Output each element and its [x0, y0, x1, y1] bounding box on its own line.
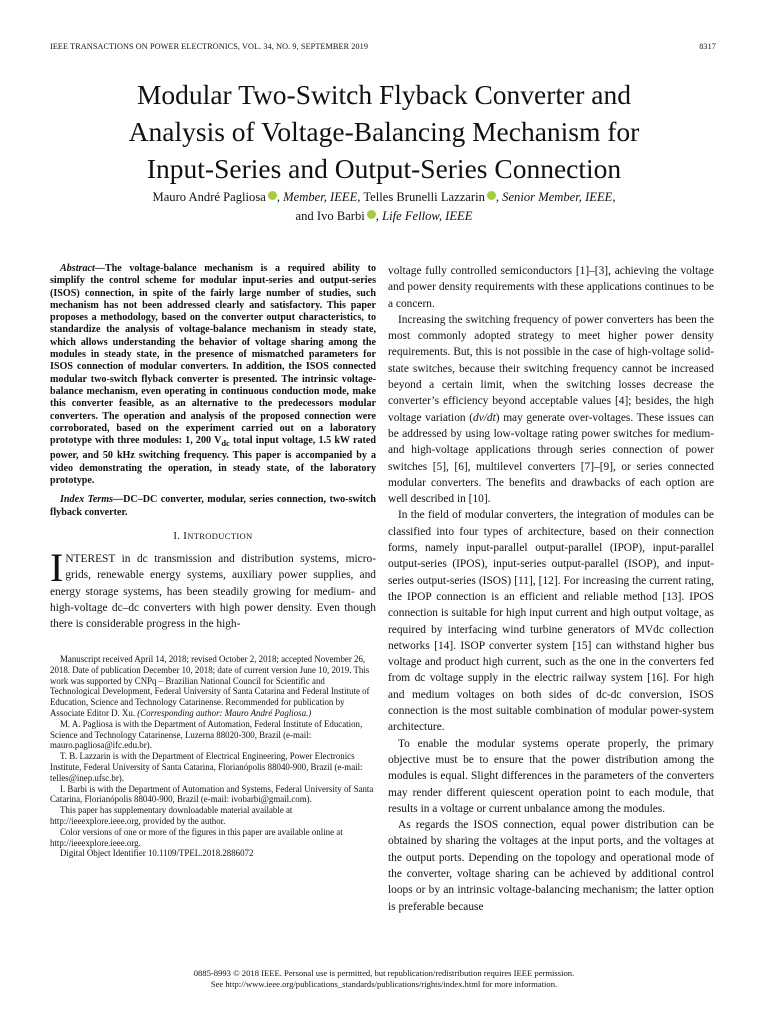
copyright-line-2: See http://www.ieee.org/publications_standards/publications/rights/index.html for more information.: [210, 979, 558, 989]
footnote-manuscript: Manuscript received April 14, 2018; revised October 2, 2018; accepted November 26, 2018. Date of publication December 10, 2018; date of current version June 10, 2019. This work was supported by CNPq – Brazilian National Council for Scientific and Technological Development, Federal University of Santa Catarina and Federal Institute of Education, Science and Technology Catarinense. Recommended for publication by Associate Editor D. Xu. (Corresponding author: Mauro André Pagliosa.): [50, 654, 370, 718]
body-paragraph-3: In the field of modular converters, the integration of modules can be classified into four types of architecture, based on their connection forms, namely input-parallel output-parallel (IPOP), input-parallel output-series (IPOS), input-series output-parallel (ISOP), and input-series output-series (ISOS) [11], [12]. For increasing the current rating, the IPOP connection is an efficient and reliable method [13]. IPOS connection is suitable for high input current and high output voltage, as required by interfacing wind turbine generators of MVdc collection networks [14]. ISOP converter system [15] can withstand higher bus voltage and product high current, such as the one in the converters fed from dc voltage supply in the electric railway system [16]. For high and medium voltages on both sides of dc-dc conversion, ISOS connection is the most suitable combination of modular power-system architecture.: [388, 509, 714, 734]
abstract: [50, 263, 376, 487]
drop-cap: I: [50, 544, 64, 590]
index-terms-text: —DC–DC converter, modular, series connection, two-switch flyback converter.: [50, 494, 376, 518]
index-terms-label: Index Terms: [60, 494, 114, 506]
left-column: [50, 263, 376, 632]
introduction-paragraph: [50, 544, 376, 632]
index-terms: [50, 494, 376, 519]
title-line-3: Input-Series and Output-Series Connection: [146, 153, 622, 184]
orcid-icon[interactable]: [268, 191, 277, 200]
section-heading-introduction: I. INTRODUCTION: [173, 529, 253, 542]
author-role-2: , Senior Member, IEEE,: [495, 190, 616, 204]
author-line-2: [40, 207, 728, 226]
paper-title: [40, 76, 728, 187]
footnote-author-2: T. B. Lazzarin is with the Department of Electrical Engineering, Power Electronics Institute, Federal University of Santa Catarina, Florianópolis 88040-900, Brazil (e-mail: telles@inep.ufsc.br).: [50, 751, 363, 783]
author-name-2: Telles Brunelli Lazzarin: [363, 190, 485, 204]
abstract-subscript: dc: [221, 439, 230, 449]
author-name-3: and Ivo Barbi: [295, 209, 365, 223]
title-line-2: Analysis of Voltage-Balancing Mechanism for: [128, 116, 640, 147]
footnote-corresponding-author: (Corresponding author: Mauro André Pagliosa.): [137, 707, 312, 718]
body-paragraph-4: To enable the modular systems operate properly, the primary objective must be to ensure that the power distribution among the modules is equal. Slight differences in the parameters of the converters may render different quiescent operation point to each module, that results in a voltage or current unbalance among the modules.: [388, 737, 714, 815]
abstract-text: —The voltage-balance mechanism is a required ability to simplify the control scheme for modular input-series and output-series (ISOS) connection, in spite of the fairly large number of studies, such mechanism has not been addressed clearly and satisfactory. This paper proposes a methodology, based on the converter output characteristics, to standardize the analysis of voltage-balance mechanism in steady state, which allows understanding the behavior of voltage sharing among the modules in steady state, in the presence of mismatched parameters for ISOS connection of modular converters. In addition, the ISOS connected modular two-switch flyback converter is presented. The intrinsic voltage-balance mechanism, even operating in continuous conduction mode, make this converter feasible, as an alternative to the predecessors modular converters. The operation and analysis of the proposed connection were corroborated, based on the experiment carried out on a laboratory prototype with three modules: 1, 200 V: [50, 263, 376, 447]
abstract-text-end: total input voltage, 1.5 kW rated power, and 50 kHz switching frequency. This paper is accompanied by a video demonstrating the operation, in steady state, of the laboratory prototype.: [50, 435, 377, 487]
orcid-icon[interactable]: [487, 191, 496, 200]
footnote-author-1: M. A. Pagliosa is with the Department of Automation, Federal Institute of Education, Science and Technology Catarinense, Luzerna 88020-300, Brazil (e-mail: mauro.pagliosa@ifc.edu.br).: [50, 718, 363, 751]
author-role-1: , Member, IEEE,: [276, 190, 361, 204]
footnote-supplementary: This paper has supplementary downloadable material available at http://ieeexplore.ieee.org, provided by the author.: [50, 805, 293, 826]
footnote-doi: Digital Object Identifier 10.1109/TPEL.2018.2886072: [60, 848, 254, 859]
running-header: [50, 42, 716, 51]
author-name-1: Mauro André Pagliosa: [152, 190, 266, 204]
body-paragraph-2: Increasing the switching frequency of power converters has been the most commonly adopted strategy to meet higher power density requirements. But, this is not possible in the case of high-voltage solid-state switches, because their switching frequency cannot be increased beyond a certain limit, when the switching losses decrease the converter’s efficiency beyond acceptable values [4]; besides, the high voltage variation (dv/dt) may generate over-voltages. These issues can be addressed by using low-voltage rating power switches for medium- and high-voltage applications through series connection of power switches [5], [6], multilevel converters [7]–[9], or series connected modular converters. The benefits and drawbacks of each option are well described in [10].: [388, 313, 715, 506]
right-column: [388, 263, 714, 915]
title-line-1: Modular Two-Switch Flyback Converter and: [136, 79, 631, 110]
author-line-1: [40, 188, 728, 207]
footnotes: [50, 654, 376, 859]
journal-citation: IEEE TRANSACTIONS ON POWER ELECTRONICS, VOL. 34, NO. 9, SEPTEMBER 2019: [50, 42, 369, 51]
introduction-text: NTEREST in dc transmission and distribution systems, micro-grids, renewable energy systems, auxiliary power supplies, and energy storage systems, has been steadily growing for medium- and high-voltage dc–dc converters with high power density. Even though there is considerable progress in the high-: [50, 552, 376, 631]
body-paragraph-1: voltage fully controlled semiconductors [1]–[3], achieving the voltage and power density requirements with these applications continues to be a concern.: [388, 265, 714, 310]
footnote-color-versions: Color versions of one or more of the figures in this paper are available online at http://ieeexplore.ieee.org.: [50, 826, 343, 848]
author-role-3: , Life Fellow, IEEE: [375, 209, 473, 223]
math-dv-dt: dv/dt: [473, 411, 496, 424]
footnote-author-3: I. Barbi is with the Department of Automation and Systems, Federal University of Santa Catarina, Florianópolis 88040-900, Brazil (e-mail: ivobarbi@gmail.com).: [50, 783, 374, 805]
copyright-notice: [40, 968, 728, 990]
author-list: [40, 188, 728, 226]
body-paragraph-5: As regards the ISOS connection, equal power distribution can be obtained by sharing the voltages at the input ports, and the voltages at the output ports. Depending on the topology and operational mode of the converter, voltage sharing can be achieved by additional control loops or by an intrinsic voltage-balancing mechanism; the latter option is preferable because: [388, 819, 714, 913]
copyright-line-1: 0885-8993 © 2018 IEEE. Personal use is permitted, but republication/redistribution requires IEEE permission.: [193, 968, 575, 978]
abstract-label: Abstract: [60, 263, 95, 274]
page-number: 8317: [699, 42, 716, 51]
orcid-icon[interactable]: [367, 210, 376, 219]
